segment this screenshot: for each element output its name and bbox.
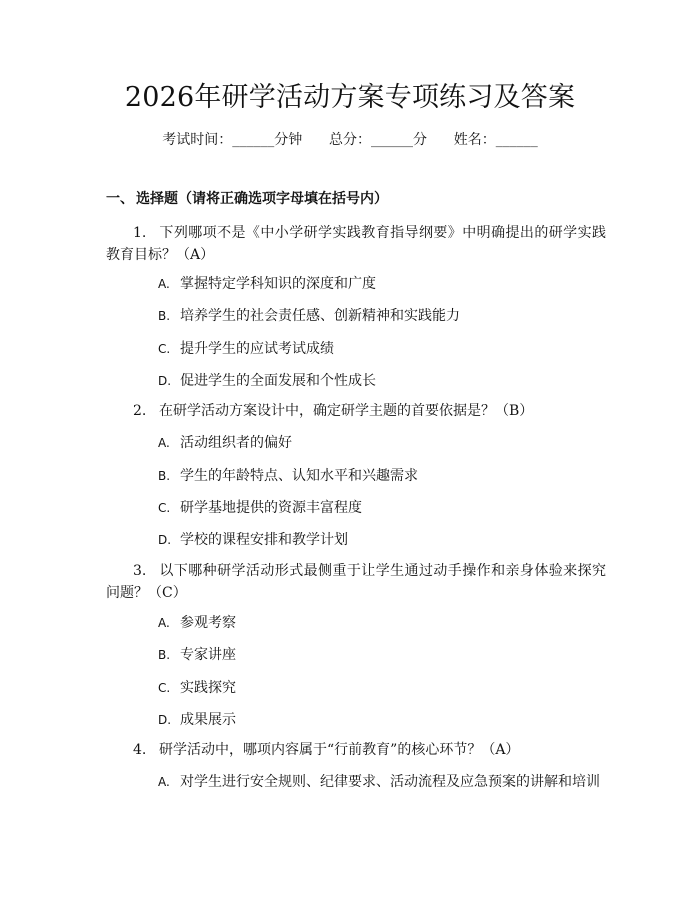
option-letter: B. [158, 469, 171, 483]
option-item [158, 370, 628, 392]
question-number: 1. [133, 225, 147, 241]
question-stem: 下列哪项不是《中小学研学实践教育指导纲要》中明确提出的研学实践教育目标？（A） [106, 225, 606, 263]
option-letter: A. [158, 775, 170, 789]
option-item [158, 465, 628, 487]
option-text: 培养学生的社会责任感、创新精神和实践能力 [180, 308, 460, 324]
option-letter: D. [158, 713, 172, 727]
question-number: 2. [133, 403, 147, 419]
section-title: 选择题（请将正确选项字母填在括号内） [136, 191, 388, 207]
option-text: 对学生进行安全规则、纪律要求、活动流程及应急预案的讲解和培训 [180, 774, 600, 790]
option-text: 促进学生的全面发展和个性成长 [180, 373, 376, 389]
option-item [158, 529, 628, 551]
option-item [158, 305, 628, 327]
option-text: 专家讲座 [180, 647, 236, 663]
exam-time-field: 考试时间：______分钟 [162, 132, 303, 148]
question-1 [106, 222, 606, 266]
question-number: 3. [133, 563, 147, 579]
option-item [158, 497, 628, 519]
document-title: 2026年研学活动方案专项练习及答案 [124, 82, 576, 113]
option-letter: A. [158, 436, 170, 450]
option-item [158, 432, 628, 454]
option-item [158, 338, 628, 360]
question-stem: 以下哪种研学活动形式最侧重于让学生通过动手操作和亲身体验来探究问题？（C） [106, 563, 606, 601]
option-item [158, 644, 628, 666]
option-text: 掌握特定学科知识的深度和广度 [180, 276, 376, 292]
question-stem: 在研学活动方案设计中，确定研学主题的首要依据是？（B） [159, 403, 534, 419]
option-item [158, 709, 628, 731]
option-text: 参观考察 [180, 615, 236, 631]
option-letter: A. [158, 616, 170, 630]
option-letter: D. [158, 533, 172, 547]
question-2 [106, 400, 606, 422]
option-letter: C. [158, 501, 171, 515]
option-letter: B. [158, 309, 171, 323]
question-3 [106, 560, 606, 604]
option-text: 成果展示 [180, 712, 236, 728]
option-item [158, 677, 628, 699]
option-text: 研学基地提供的资源丰富程度 [180, 500, 362, 516]
option-letter: B. [158, 648, 171, 662]
section-heading [106, 188, 388, 210]
option-item [158, 273, 628, 295]
option-text: 学生的年龄特点、认知水平和兴趣需求 [180, 468, 418, 484]
student-name-field: 姓名：______ [453, 132, 538, 148]
total-score-field: 总分：______分 [329, 132, 427, 148]
option-text: 实践探究 [180, 680, 236, 696]
option-letter: C. [158, 342, 171, 356]
question-number: 4. [133, 742, 147, 758]
option-text: 活动组织者的偏好 [180, 435, 292, 451]
section-number: 一、 [106, 191, 134, 207]
option-text: 提升学生的应试考试成绩 [180, 341, 334, 357]
question-4 [106, 739, 606, 761]
exam-info-row [0, 129, 700, 151]
option-letter: A. [158, 277, 170, 291]
question-stem: 研学活动中，哪项内容属于“行前教育”的核心环节？（A） [159, 742, 520, 758]
option-letter: D. [158, 374, 172, 388]
option-letter: C. [158, 681, 171, 695]
option-text: 学校的课程安排和教学计划 [180, 532, 348, 548]
option-item [158, 612, 628, 634]
option-item [158, 771, 628, 793]
